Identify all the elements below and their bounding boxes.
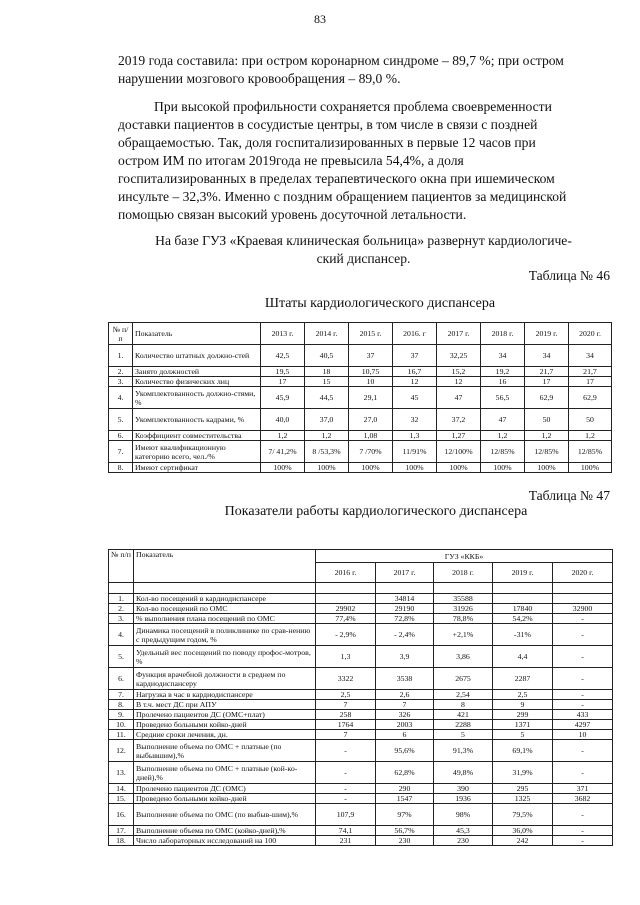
table-cell: 34814 bbox=[376, 594, 434, 604]
table-cell: 18 bbox=[305, 367, 349, 377]
table-cell: Проведено больными койко-дней bbox=[134, 794, 316, 804]
text-line: остром ИМ по итогам 2019года не превысила 54,4%, а доля bbox=[118, 153, 464, 168]
table-cell: 2020 г. bbox=[553, 563, 613, 583]
table-cell: 62,8% bbox=[376, 762, 434, 784]
table-cell: 21,7 bbox=[525, 367, 569, 377]
table-cell: 12/85% bbox=[569, 441, 612, 463]
table-cell: 3. bbox=[109, 614, 134, 624]
text-line: нарушении мозгового кровообращения – 89,0 %. bbox=[118, 71, 401, 86]
table-row bbox=[109, 836, 613, 846]
table-row bbox=[109, 730, 613, 740]
table-cell: 2015 г. bbox=[349, 323, 393, 345]
table-row bbox=[109, 387, 612, 409]
table-cell: 62,9 bbox=[569, 387, 612, 409]
table-row bbox=[109, 646, 613, 668]
table-cell: 258 bbox=[316, 710, 376, 720]
table-spacer-row bbox=[109, 583, 613, 594]
table-header-row bbox=[109, 550, 613, 563]
table-cell: - bbox=[553, 624, 613, 646]
table-cell: 10,75 bbox=[349, 367, 393, 377]
table-cell: 49,8% bbox=[434, 762, 493, 784]
table-cell: 100% bbox=[349, 463, 393, 473]
table-cell: 1,27 bbox=[437, 431, 481, 441]
table-cell: 2018 г. bbox=[434, 563, 493, 583]
table-cell: 12/85% bbox=[481, 441, 525, 463]
staff-table bbox=[108, 322, 612, 473]
table-cell: 1547 bbox=[376, 794, 434, 804]
table-cell: № п/п bbox=[109, 550, 134, 583]
table-cell: - bbox=[553, 836, 613, 846]
table-cell: 37,0 bbox=[305, 409, 349, 431]
table-cell: 6. bbox=[109, 431, 133, 441]
table-cell: Количество физических лиц bbox=[133, 377, 261, 387]
table-cell: 2019 г. bbox=[493, 563, 553, 583]
table-cell: 31926 bbox=[434, 604, 493, 614]
table-cell: 45,9 bbox=[261, 387, 305, 409]
table-cell: Функция врачебной должности в среднем по кардиодиспансеру bbox=[134, 668, 316, 690]
table-cell: 16. bbox=[109, 804, 134, 826]
table-cell: 1936 bbox=[434, 794, 493, 804]
table-cell: 72,8% bbox=[376, 614, 434, 624]
table-cell: 5. bbox=[109, 646, 134, 668]
table-cell: 32900 bbox=[553, 604, 613, 614]
table-row bbox=[109, 604, 613, 614]
table-cell: Коэффициент совместительства bbox=[133, 431, 261, 441]
table-cell: 74,1 bbox=[316, 826, 376, 836]
table-cell: 2675 bbox=[434, 668, 493, 690]
table-cell: - bbox=[553, 762, 613, 784]
table-cell: 230 bbox=[376, 836, 434, 846]
table-cell: 2020 г. bbox=[569, 323, 612, 345]
text-line: помощью связан высокий уровень досуточной летальности. bbox=[118, 207, 467, 222]
table-cell bbox=[493, 594, 553, 604]
table-cell: 2003 bbox=[376, 720, 434, 730]
table-cell: 56,7% bbox=[376, 826, 434, 836]
table-cell: 15. bbox=[109, 794, 134, 804]
table-cell: 3682 bbox=[553, 794, 613, 804]
table-row bbox=[109, 441, 612, 463]
table-cell: 50 bbox=[569, 409, 612, 431]
table-cell: Динамика посещений в поликлинике по срав-нению с предыдущим годом, % bbox=[134, 624, 316, 646]
table-cell: 390 bbox=[434, 784, 493, 794]
table-cell: 433 bbox=[553, 710, 613, 720]
table-cell: 100% bbox=[261, 463, 305, 473]
table-cell: 1. bbox=[109, 594, 134, 604]
table-cell: 21,7 bbox=[569, 367, 612, 377]
text-line: ский диспансер. bbox=[316, 251, 411, 266]
table-row bbox=[109, 668, 613, 690]
table-cell: 1,2 bbox=[525, 431, 569, 441]
table-cell: 2017 г. bbox=[376, 563, 434, 583]
table-cell: 12 bbox=[393, 377, 437, 387]
table-cell: Выполнение объема по ОМС + платные (по выбывшим),% bbox=[134, 740, 316, 762]
table-cell: - bbox=[553, 614, 613, 624]
table-row bbox=[109, 720, 613, 730]
table-cell: - 2,9% bbox=[316, 624, 376, 646]
table-cell: 7. bbox=[109, 441, 133, 463]
table-cell: 8. bbox=[109, 463, 133, 473]
table-cell: 4. bbox=[109, 624, 134, 646]
table-cell: 2016. г bbox=[393, 323, 437, 345]
table-cell bbox=[109, 583, 134, 594]
table-cell: 1,08 bbox=[349, 431, 393, 441]
table-cell: Имеют сертификат bbox=[133, 463, 261, 473]
table-cell: - bbox=[553, 740, 613, 762]
table-cell: 1371 bbox=[493, 720, 553, 730]
table-cell: 100% bbox=[481, 463, 525, 473]
table-cell: 2. bbox=[109, 604, 134, 614]
table-row bbox=[109, 740, 613, 762]
table-cell: 91,3% bbox=[434, 740, 493, 762]
table-cell: 1,2 bbox=[569, 431, 612, 441]
table-cell: 2018 г. bbox=[481, 323, 525, 345]
table-cell: 9. bbox=[109, 710, 134, 720]
table-cell: 10 bbox=[349, 377, 393, 387]
table-row bbox=[109, 345, 612, 367]
table-cell: Выполнение объема по ОМС + платные (кой-ко-дней),% bbox=[134, 762, 316, 784]
table-cell: 230 bbox=[434, 836, 493, 846]
table-cell: 34 bbox=[525, 345, 569, 367]
table-cell: 12. bbox=[109, 740, 134, 762]
table-cell: 16 bbox=[481, 377, 525, 387]
table-cell: 10 bbox=[553, 730, 613, 740]
table-cell: 13. bbox=[109, 762, 134, 784]
table-cell: 1,2 bbox=[481, 431, 525, 441]
table-cell: 2. bbox=[109, 367, 133, 377]
table-cell: 17840 bbox=[493, 604, 553, 614]
table-cell bbox=[134, 583, 316, 594]
table-cell: 50 bbox=[525, 409, 569, 431]
table-cell: 299 bbox=[493, 710, 553, 720]
table-cell: 5 bbox=[434, 730, 493, 740]
table-cell: 421 bbox=[434, 710, 493, 720]
table-cell: 47 bbox=[437, 387, 481, 409]
table-cell: 100% bbox=[437, 463, 481, 473]
table-cell: Количество штатных должно-стей bbox=[133, 345, 261, 367]
table-cell: 2,54 bbox=[434, 690, 493, 700]
table-cell bbox=[316, 583, 376, 594]
table-cell: 31,9% bbox=[493, 762, 553, 784]
table-cell: - bbox=[553, 668, 613, 690]
table-cell: 62,9 bbox=[525, 387, 569, 409]
table-cell: 10. bbox=[109, 720, 134, 730]
performance-table bbox=[108, 549, 613, 846]
table-cell: % выполнения плана посещений по ОМС bbox=[134, 614, 316, 624]
table-row bbox=[109, 784, 613, 794]
paragraph-dispensary bbox=[118, 232, 609, 268]
table-cell: 34 bbox=[481, 345, 525, 367]
table-row bbox=[109, 409, 612, 431]
table-cell: - bbox=[316, 762, 376, 784]
table-cell bbox=[553, 583, 613, 594]
table-cell: 37 bbox=[349, 345, 393, 367]
table-cell: 47 bbox=[481, 409, 525, 431]
page-number: 83 bbox=[314, 12, 326, 26]
table-cell: 40,5 bbox=[305, 345, 349, 367]
table-cell: +2,1% bbox=[434, 624, 493, 646]
table-cell: Число лабораторных исследований на 100 bbox=[134, 836, 316, 846]
table-cell: 37 bbox=[393, 345, 437, 367]
table-row bbox=[109, 826, 613, 836]
table-cell: 7 /70% bbox=[349, 441, 393, 463]
table-cell bbox=[553, 594, 613, 604]
table-cell: 98% bbox=[434, 804, 493, 826]
table-cell: - bbox=[316, 784, 376, 794]
text-line: инсульте – 32,3%. Именно с поздним обращением пациентов за медицинской bbox=[118, 189, 567, 204]
table-cell: - bbox=[316, 740, 376, 762]
table-cell: 18. bbox=[109, 836, 134, 846]
table-cell: 45 bbox=[393, 387, 437, 409]
table-row bbox=[109, 594, 613, 604]
table-cell: Средние сроки лечения, дн. bbox=[134, 730, 316, 740]
table-cell: 11. bbox=[109, 730, 134, 740]
table-cell: - bbox=[553, 690, 613, 700]
table-cell: 3538 bbox=[376, 668, 434, 690]
paragraph-intro bbox=[118, 52, 609, 88]
table-cell: 97% bbox=[376, 804, 434, 826]
table-cell: ГУЗ «ККБ» bbox=[316, 550, 613, 563]
table-cell: 69,1% bbox=[493, 740, 553, 762]
table-cell: 15 bbox=[305, 377, 349, 387]
table-cell: 100% bbox=[525, 463, 569, 473]
table-cell: 17. bbox=[109, 826, 134, 836]
table-cell: 3,86 bbox=[434, 646, 493, 668]
table-cell: Укомплектованность кадрами, % bbox=[133, 409, 261, 431]
table-row bbox=[109, 367, 612, 377]
table-header-row bbox=[109, 323, 612, 345]
table-cell: 5 bbox=[493, 730, 553, 740]
table-cell: - bbox=[553, 804, 613, 826]
table-46-label: Таблица № 46 bbox=[528, 268, 610, 283]
table-row bbox=[109, 762, 613, 784]
table-cell: Кол-во посещений по ОМС bbox=[134, 604, 316, 614]
text-line: доставки пациентов в сосудистые центры, в том числе в связи с поздней bbox=[118, 117, 538, 132]
table-cell: 40,0 bbox=[261, 409, 305, 431]
table-row bbox=[109, 614, 613, 624]
table-cell: 56,5 bbox=[481, 387, 525, 409]
table-cell: 100% bbox=[393, 463, 437, 473]
table-cell: 8. bbox=[109, 700, 134, 710]
table-cell: 79,5% bbox=[493, 804, 553, 826]
text-line: На базе ГУЗ «Краевая клиническая больница» развернут кардиологиче- bbox=[155, 233, 572, 248]
table-cell: Проведено больными койко-дней bbox=[134, 720, 316, 730]
table-cell: 29902 bbox=[316, 604, 376, 614]
table-cell: Укомплектованность должно-стями, % bbox=[133, 387, 261, 409]
text-line: При высокой профильности сохраняется проблема своевременности bbox=[154, 99, 552, 114]
table-cell: № п/п bbox=[109, 323, 133, 345]
table-cell: 12/100% bbox=[437, 441, 481, 463]
table-row bbox=[109, 463, 612, 473]
table-cell: В т.ч. мест ДС при АПУ bbox=[134, 700, 316, 710]
table-cell: 95,6% bbox=[376, 740, 434, 762]
table-cell: 2,6 bbox=[376, 690, 434, 700]
table-cell: 37,2 bbox=[437, 409, 481, 431]
table-cell: 7 bbox=[316, 700, 376, 710]
table-cell: 100% bbox=[305, 463, 349, 473]
table-46-title: Штаты кардиологического диспансера bbox=[264, 296, 496, 311]
table-cell: 12/85% bbox=[525, 441, 569, 463]
table-row bbox=[109, 794, 613, 804]
table-cell: Имеют квалификационную категорию всего, чел./% bbox=[133, 441, 261, 463]
table-cell: 2288 bbox=[434, 720, 493, 730]
table-cell: 326 bbox=[376, 710, 434, 720]
table-cell: 4297 bbox=[553, 720, 613, 730]
table-cell: 371 bbox=[553, 784, 613, 794]
table-cell: 29,1 bbox=[349, 387, 393, 409]
table-cell: 1,3 bbox=[316, 646, 376, 668]
table-cell: 231 bbox=[316, 836, 376, 846]
table-cell: - bbox=[553, 826, 613, 836]
table-row bbox=[109, 700, 613, 710]
table-cell: 19,2 bbox=[481, 367, 525, 377]
table-47-label: Таблица № 47 bbox=[528, 488, 610, 503]
table-row bbox=[109, 377, 612, 387]
table-cell: 54,2% bbox=[493, 614, 553, 624]
table-cell: 3322 bbox=[316, 668, 376, 690]
table-cell: 2287 bbox=[493, 668, 553, 690]
table-cell: 5. bbox=[109, 409, 133, 431]
table-cell: -31% bbox=[493, 624, 553, 646]
table-cell: 8 /53,3% bbox=[305, 441, 349, 463]
table-cell: 11/91% bbox=[393, 441, 437, 463]
table-cell: 7 bbox=[316, 730, 376, 740]
table-cell: Показатель bbox=[133, 323, 261, 345]
table-cell: 3. bbox=[109, 377, 133, 387]
table-cell: 1. bbox=[109, 345, 133, 367]
text-line: обращаемостью. Так, доля госпитализированных в первые 12 часов при bbox=[118, 135, 536, 150]
table-cell: 35588 bbox=[434, 594, 493, 604]
table-cell: 6. bbox=[109, 668, 134, 690]
table-cell: 27,0 bbox=[349, 409, 393, 431]
table-row bbox=[109, 690, 613, 700]
table-cell: 2,5 bbox=[316, 690, 376, 700]
table-cell: 290 bbox=[376, 784, 434, 794]
table-row bbox=[109, 804, 613, 826]
table-cell: 44,5 bbox=[305, 387, 349, 409]
table-cell: 6 bbox=[376, 730, 434, 740]
table-cell: 32,25 bbox=[437, 345, 481, 367]
table-cell: 1325 bbox=[493, 794, 553, 804]
table-cell bbox=[316, 594, 376, 604]
table-cell: 9 bbox=[493, 700, 553, 710]
table-cell: 100% bbox=[569, 463, 612, 473]
table-cell: Пролечено пациентов ДС (ОМС) bbox=[134, 784, 316, 794]
table-cell: 7/ 41,2% bbox=[261, 441, 305, 463]
table-cell: 1,3 bbox=[393, 431, 437, 441]
text-line: 2019 года составила: при остром коронарном синдроме – 89,7 %; при остром bbox=[118, 53, 564, 68]
table-cell: Удельный вес посещений по поводу профос-мотров, % bbox=[134, 646, 316, 668]
table-cell: 1,2 bbox=[305, 431, 349, 441]
table-cell: 7. bbox=[109, 690, 134, 700]
table-cell bbox=[376, 583, 434, 594]
table-cell: - 2,4% bbox=[376, 624, 434, 646]
table-cell: - bbox=[553, 700, 613, 710]
table-cell: 2019 г. bbox=[525, 323, 569, 345]
table-cell: 4,4 bbox=[493, 646, 553, 668]
table-cell: Пролечено пациентов ДС (ОМС+плат) bbox=[134, 710, 316, 720]
table-cell: 2017 г. bbox=[437, 323, 481, 345]
table-cell: 2014 г. bbox=[305, 323, 349, 345]
paragraph-profile bbox=[118, 98, 609, 224]
table-cell: Кол-во посещений в кардиодиспансере bbox=[134, 594, 316, 604]
table-cell bbox=[493, 583, 553, 594]
table-row bbox=[109, 431, 612, 441]
table-cell: 45,3 bbox=[434, 826, 493, 836]
table-cell: 77,4% bbox=[316, 614, 376, 624]
table-cell: 3,9 bbox=[376, 646, 434, 668]
table-row bbox=[109, 624, 613, 646]
table-cell: 242 bbox=[493, 836, 553, 846]
table-cell: 17 bbox=[569, 377, 612, 387]
table-cell: Нагрузка в час в кардиодиспансере bbox=[134, 690, 316, 700]
table-cell: 15,2 bbox=[437, 367, 481, 377]
table-cell: 16,7 bbox=[393, 367, 437, 377]
table-cell: Выполнение объема по ОМС (по выбыв-шим),% bbox=[134, 804, 316, 826]
table-cell: 14. bbox=[109, 784, 134, 794]
table-cell: 1764 bbox=[316, 720, 376, 730]
table-row bbox=[109, 710, 613, 720]
table-cell: Занято должностей bbox=[133, 367, 261, 377]
table-cell: 107,9 bbox=[316, 804, 376, 826]
text-line: госпитализированных в пределах терапевтического окна при ишемическом bbox=[118, 171, 555, 186]
table-cell: 7 bbox=[376, 700, 434, 710]
table-cell: 17 bbox=[525, 377, 569, 387]
table-cell: 295 bbox=[493, 784, 553, 794]
table-cell: 4. bbox=[109, 387, 133, 409]
table-cell: 42,5 bbox=[261, 345, 305, 367]
table-cell: - bbox=[553, 646, 613, 668]
table-cell: 2013 г. bbox=[261, 323, 305, 345]
table-cell: 78,8% bbox=[434, 614, 493, 624]
table-cell: Выполнение объема по ОМС (койко-дней),% bbox=[134, 826, 316, 836]
table-cell: Показатель bbox=[134, 550, 316, 583]
table-cell bbox=[434, 583, 493, 594]
table-cell: 8 bbox=[434, 700, 493, 710]
table-cell: 12 bbox=[437, 377, 481, 387]
table-cell: 34 bbox=[569, 345, 612, 367]
table-cell: 32 bbox=[393, 409, 437, 431]
table-47-title: Показатели работы кардиологического диспансера bbox=[224, 504, 528, 519]
table-cell: 1,2 bbox=[261, 431, 305, 441]
table-cell: 17 bbox=[261, 377, 305, 387]
table-cell: 36,0% bbox=[493, 826, 553, 836]
table-cell: 29190 bbox=[376, 604, 434, 614]
table-cell: 2016 г. bbox=[316, 563, 376, 583]
table-cell: - bbox=[316, 794, 376, 804]
table-cell: 19,5 bbox=[261, 367, 305, 377]
table-cell: 2,5 bbox=[493, 690, 553, 700]
